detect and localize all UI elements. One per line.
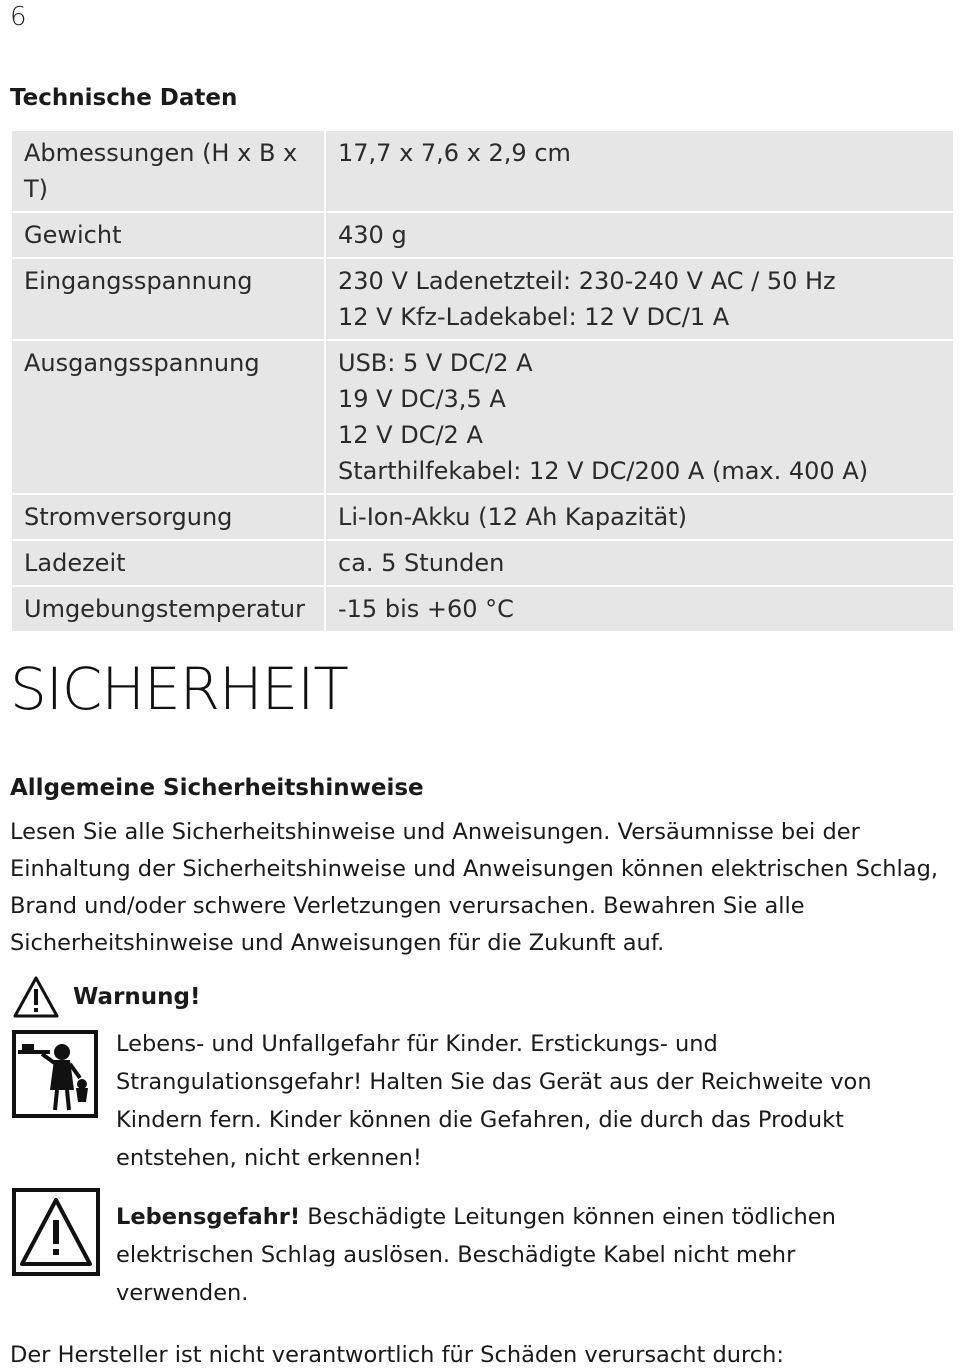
- spec-value-line: 430 g: [338, 221, 407, 249]
- danger-text: Beschädigte Leitungen können einen tödlichen elektrischen Schlag auslösen. Beschädigte Kabel nicht mehr verwenden.: [116, 1204, 836, 1306]
- hazard-triangle-icon: [12, 1188, 100, 1276]
- spec-value-line: Li-Ion-Akku (12 Ah Kapazität): [338, 503, 688, 531]
- spec-value-line: Starthilfekabel: 12 V DC/200 A (max. 400 A): [338, 457, 869, 485]
- spec-value-line: ca. 5 Stunden: [338, 549, 505, 577]
- spec-row: [11, 586, 954, 632]
- spec-value-line: 230 V Ladenetzteil: 230-240 V AC / 50 Hz: [338, 267, 836, 295]
- spec-value: [325, 130, 954, 212]
- spec-value: [325, 258, 954, 340]
- tech-data-heading: Technische Daten: [10, 85, 238, 111]
- danger-warning-text: [116, 1198, 916, 1312]
- spec-value: [325, 586, 954, 632]
- spec-row: [11, 494, 954, 540]
- spec-value: [325, 494, 954, 540]
- spec-row: [11, 212, 954, 258]
- spec-row: [11, 258, 954, 340]
- spec-label: Umgebungstemperatur: [11, 586, 325, 632]
- spec-value-line: 17,7 x 7,6 x 2,9 cm: [338, 139, 571, 167]
- child-hazard-icon: [12, 1030, 98, 1118]
- spec-value: [325, 212, 954, 258]
- child-warning-text: Lebens- und Unfallgefahr für Kinder. Erstickungs- und Strangulationsgefahr! Halten Sie das Gerät aus der Reichweite von Kindern fern. Kinder können die Gefahren, die durch das Produkt entstehen, nicht erkennen!: [116, 1031, 872, 1171]
- spec-table: [10, 129, 955, 633]
- footer-text: Der Hersteller ist nicht verantwortlich für Schäden verursacht durch:: [10, 1342, 784, 1368]
- spec-label: Abmessungen (H x B x T): [11, 130, 325, 212]
- warning-triangle-icon: [12, 975, 60, 1019]
- spec-value: [325, 340, 954, 494]
- warning-label: Warnung!: [73, 984, 201, 1010]
- spec-value: [325, 540, 954, 586]
- spec-label: Eingangsspannung: [11, 258, 325, 340]
- spec-label: Ladezeit: [11, 540, 325, 586]
- page-number: 6: [10, 2, 27, 32]
- spec-label: Ausgangsspannung: [11, 340, 325, 494]
- safety-title: SICHERHEIT: [10, 655, 348, 723]
- spec-row: [11, 130, 954, 212]
- spec-value-line: 19 V DC/3,5 A: [338, 385, 506, 413]
- spec-row: [11, 340, 954, 494]
- danger-label: Lebensgefahr!: [116, 1204, 301, 1230]
- intro-paragraph: Lesen Sie alle Sicherheitshinweise und Anweisungen. Versäumnisse bei der Einhaltung der Sicherheitshinweise und Anweisungen können elektrischen Schlag, Brand und/oder schwere Verletzungen verursachen. Bewahren Sie alle Sicherheitshinweise und Anweisungen für die Zukunft auf.: [10, 819, 939, 956]
- spec-label: Gewicht: [11, 212, 325, 258]
- general-safety-heading: Allgemeine Sicherheitshinweise: [10, 775, 424, 801]
- spec-value-line: USB: 5 V DC/2 A: [338, 349, 533, 377]
- spec-value-line: 12 V Kfz-Ladekabel: 12 V DC/1 A: [338, 303, 730, 331]
- spec-row: [11, 540, 954, 586]
- spec-value-line: 12 V DC/2 A: [338, 421, 483, 449]
- spec-label: Stromversorgung: [11, 494, 325, 540]
- spec-value-line: -15 bis +60 °C: [338, 595, 514, 623]
